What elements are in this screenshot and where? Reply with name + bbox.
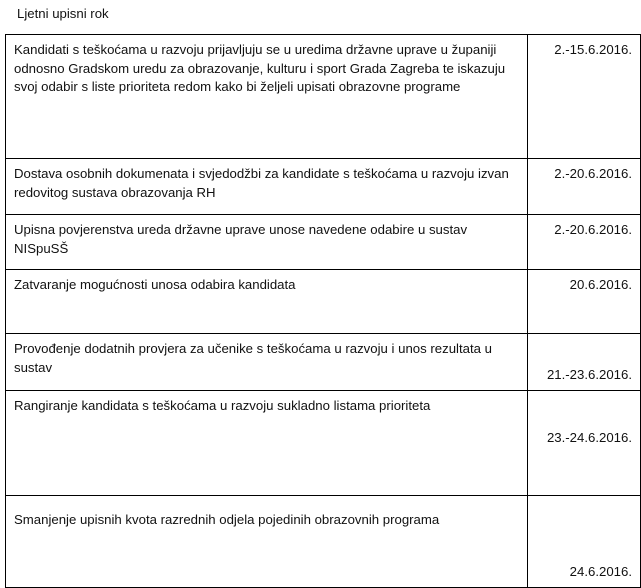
enrollment-schedule-table: [5, 34, 641, 588]
row-description: Upisna povjerenstva ureda državne uprave unose navedene odabire u sustav NISpuSŠ: [6, 215, 528, 270]
row-date: 24.6.2016.: [528, 496, 641, 588]
table-row: [6, 35, 641, 159]
row-date: 20.6.2016.: [528, 270, 641, 334]
page-title: Ljetni upisni rok: [17, 6, 109, 21]
row-date: 21.-23.6.2016.: [528, 334, 641, 391]
row-date: 2.-15.6.2016.: [528, 35, 641, 159]
row-description: Smanjenje upisnih kvota razrednih odjela pojedinih obrazovnih programa: [6, 496, 528, 588]
row-date: 2.-20.6.2016.: [528, 215, 641, 270]
table-row: [6, 391, 641, 496]
table-row: [6, 270, 641, 334]
row-description: Zatvaranje mogućnosti unosa odabira kandidata: [6, 270, 528, 334]
row-date: 23.-24.6.2016.: [528, 391, 641, 496]
row-description: Provođenje dodatnih provjera za učenike s teškoćama u razvoju i unos rezultata u sustav: [6, 334, 528, 391]
row-date: 2.-20.6.2016.: [528, 159, 641, 215]
row-description: Kandidati s teškoćama u razvoju prijavljuju se u uredima državne uprave u županiji odnosno Gradskom uredu za obrazovanje, kulturu i sport Grada Zagreba te iskazuju svoj odabir s liste prioriteta redom kako bi željeli upisati obrazovne programe: [6, 35, 528, 159]
table-row: [6, 496, 641, 588]
row-description: Dostava osobnih dokumenata i svjedodžbi za kandidate s teškoćama u razvoju izvan redovitog sustava obrazovanja RH: [6, 159, 528, 215]
table-row: [6, 334, 641, 391]
row-description: Rangiranje kandidata s teškoćama u razvoju sukladno listama prioriteta: [6, 391, 528, 496]
table-row: [6, 159, 641, 215]
table-row: [6, 215, 641, 270]
